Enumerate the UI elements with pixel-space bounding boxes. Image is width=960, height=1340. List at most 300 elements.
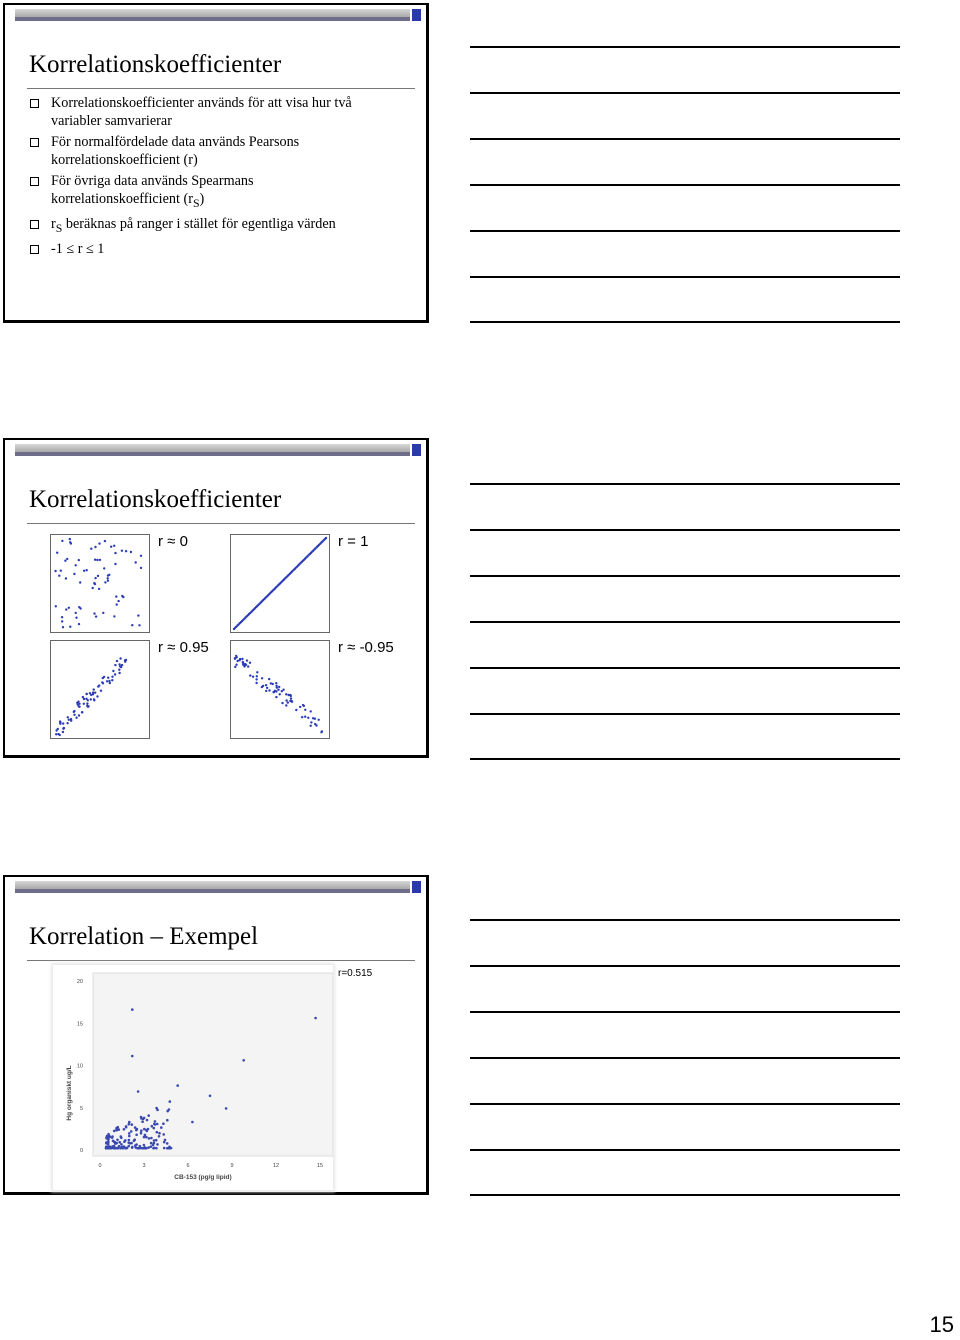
data-point (131, 1123, 134, 1126)
data-point (96, 559, 98, 561)
x-tick-label: 9 (230, 1163, 234, 1169)
data-point (158, 1135, 161, 1138)
data-point (104, 540, 106, 542)
data-point (290, 697, 292, 699)
data-point (93, 699, 95, 701)
data-point (114, 563, 116, 565)
example-chart-panel (53, 965, 333, 1190)
data-point (278, 686, 280, 688)
data-point (120, 1143, 123, 1146)
x-tick-label: 3 (142, 1163, 146, 1169)
data-point (225, 1107, 228, 1110)
data-point (138, 624, 140, 626)
data-point (147, 1146, 150, 1149)
data-point (270, 682, 272, 684)
data-point (304, 716, 306, 718)
data-point (135, 1129, 138, 1132)
data-point (155, 1147, 158, 1150)
data-point (124, 661, 126, 663)
x-tick-label: 15 (316, 1163, 324, 1169)
data-point (105, 1141, 108, 1144)
data-point (79, 581, 81, 583)
data-point (104, 581, 106, 583)
data-point (275, 682, 277, 684)
data-point (78, 714, 80, 716)
data-point (131, 1055, 134, 1058)
data-point (131, 1146, 134, 1149)
data-point (86, 705, 88, 707)
data-point (129, 1142, 132, 1145)
data-point (246, 659, 248, 661)
data-point (128, 1135, 131, 1138)
data-point (304, 709, 306, 711)
data-point (281, 702, 283, 704)
data-point (279, 693, 281, 695)
data-point (265, 684, 267, 686)
data-point (255, 678, 257, 680)
data-point (113, 615, 115, 617)
data-point (163, 1141, 166, 1144)
data-point (137, 614, 139, 616)
data-point (114, 664, 116, 666)
data-point (147, 1114, 150, 1117)
data-point (140, 1117, 143, 1120)
data-point (156, 1109, 159, 1112)
square-bullet-icon (30, 220, 39, 229)
data-point (249, 662, 251, 664)
data-point (169, 1100, 172, 1103)
data-point (86, 693, 88, 695)
x-tick-label: 0 (98, 1163, 102, 1169)
data-point (314, 1017, 317, 1020)
data-point (276, 686, 278, 688)
data-point (105, 1147, 108, 1150)
data-point (121, 550, 123, 552)
data-point (143, 1117, 146, 1120)
data-point (111, 1136, 114, 1139)
x-tick-label: 12 (272, 1163, 280, 1169)
data-point (111, 676, 113, 678)
data-point (114, 1141, 117, 1144)
title-divider (27, 88, 415, 89)
data-point (125, 1147, 128, 1150)
data-point (69, 626, 71, 628)
data-point (55, 605, 57, 607)
data-point (148, 1137, 151, 1140)
slide-header-bar (15, 881, 420, 894)
data-point (153, 1123, 156, 1126)
data-point (75, 617, 77, 619)
data-point (131, 1008, 134, 1011)
data-point (73, 573, 75, 575)
data-point (78, 623, 80, 625)
data-point (166, 1110, 169, 1113)
slide-header-bar (15, 444, 420, 457)
data-point (62, 731, 64, 733)
data-point (86, 702, 88, 704)
data-point (94, 577, 96, 579)
data-point (108, 574, 110, 576)
data-point (153, 1139, 156, 1142)
data-point (100, 690, 102, 692)
data-point (90, 698, 92, 700)
data-point (255, 682, 257, 684)
data-point (163, 1147, 166, 1150)
data-point (128, 1132, 131, 1135)
data-point (58, 575, 60, 577)
data-point (115, 595, 117, 597)
data-point (96, 695, 98, 697)
data-point (116, 660, 118, 662)
data-point (144, 1147, 147, 1150)
data-point (239, 658, 241, 660)
data-point (285, 704, 287, 706)
data-point (301, 716, 303, 718)
slide-3 (3, 875, 429, 1195)
scatter-plot-positive (50, 640, 150, 739)
data-point (115, 1127, 118, 1130)
data-point (287, 694, 289, 696)
data-point (156, 1131, 159, 1134)
data-point (176, 1084, 179, 1087)
data-point (93, 612, 95, 614)
bullet-item-3 (27, 173, 422, 212)
data-point (140, 1129, 143, 1132)
data-point (61, 620, 63, 622)
data-point (247, 665, 249, 667)
slide-title: Korrelationskoefficienter (29, 51, 282, 78)
slide-title: Korrelation – Exempel (29, 923, 259, 950)
data-point (75, 717, 77, 719)
data-point (145, 1136, 148, 1139)
data-point (66, 722, 68, 724)
data-point (303, 705, 305, 707)
x-axis-label: CB-153 (pg/g lipid) (174, 1174, 232, 1181)
data-point (87, 699, 89, 701)
data-point (73, 710, 75, 712)
data-point (209, 1095, 212, 1098)
bullet-text: $r_S$ beräknas på ranger i stället för egentliga värden (51, 215, 336, 235)
data-point (75, 612, 77, 614)
page-number: 15 (929, 1312, 954, 1337)
data-point (235, 664, 237, 666)
data-point (299, 706, 301, 708)
bullet-item-4 (27, 216, 422, 237)
data-point (152, 1147, 155, 1150)
data-point (103, 676, 105, 678)
data-point (310, 725, 312, 727)
data-point (281, 690, 283, 692)
plot-area (93, 973, 333, 1156)
data-point (64, 560, 66, 562)
data-point (135, 1143, 138, 1146)
slide-1 (3, 3, 429, 323)
data-point (134, 1126, 137, 1129)
data-point (166, 1119, 169, 1122)
data-point (156, 1123, 159, 1126)
data-point (125, 1125, 128, 1128)
slide-title: Korrelationskoefficienter (29, 486, 282, 513)
data-point (128, 1139, 131, 1142)
data-point (137, 1090, 140, 1093)
bullet-text: För övriga data används Spearmans korrelationskoefficient $(r_S)$ (51, 173, 254, 210)
bullet-text: Korrelationskoefficienter används för att visa hur två variabler samvarierar (51, 95, 352, 129)
data-point (89, 692, 91, 694)
data-point (118, 672, 120, 674)
data-point (116, 603, 118, 605)
data-point (318, 719, 320, 721)
data-point (138, 1147, 141, 1150)
data-point (234, 666, 236, 668)
data-point (131, 624, 133, 626)
data-point (63, 727, 65, 729)
data-point (154, 1120, 157, 1123)
data-point (285, 699, 287, 701)
data-point (135, 1134, 138, 1137)
data-point (312, 717, 314, 719)
data-point (109, 682, 111, 684)
square-bullet-icon (30, 245, 39, 254)
data-point (242, 663, 244, 665)
plot-label-positive: r ≈ 0.95 (158, 639, 209, 656)
title-divider (27, 960, 415, 961)
data-point (275, 696, 277, 698)
data-point (191, 1121, 194, 1124)
data-point (62, 626, 64, 628)
slide-2 (3, 438, 429, 758)
plot-label-random: r ≈ 0 (158, 533, 188, 550)
y-tick-label: 0 (79, 1148, 83, 1154)
data-point (101, 681, 103, 683)
data-point (55, 733, 57, 735)
data-point (252, 676, 254, 678)
data-point (106, 680, 108, 682)
data-point (98, 588, 100, 590)
data-point (111, 679, 113, 681)
data-point (94, 559, 96, 561)
data-point (109, 1146, 112, 1149)
data-point (121, 664, 123, 666)
data-point (102, 612, 104, 614)
data-point (113, 1130, 116, 1133)
y-tick-label: 15 (76, 1021, 83, 1028)
data-point (140, 567, 142, 569)
data-point (98, 684, 100, 686)
data-point (235, 655, 237, 657)
data-point (287, 701, 289, 703)
data-point (112, 670, 114, 672)
data-point (146, 1130, 149, 1133)
data-point (121, 595, 123, 597)
data-point (153, 1127, 156, 1130)
data-point (60, 570, 62, 572)
data-point (166, 1142, 169, 1145)
data-point (141, 1120, 144, 1123)
data-point (69, 538, 71, 540)
data-point (65, 608, 67, 610)
bullet-item-5 (27, 241, 422, 259)
bullet-item-1 (27, 95, 422, 130)
data-point (155, 1139, 158, 1142)
data-point (103, 567, 105, 569)
data-point (135, 561, 137, 563)
data-point (143, 1144, 146, 1147)
data-point (268, 678, 270, 680)
data-point (92, 693, 94, 695)
scatter-plot-perfect (230, 534, 330, 633)
data-point (162, 1122, 165, 1125)
data-point (116, 1139, 119, 1142)
data-point (150, 1137, 153, 1140)
data-point (291, 701, 293, 703)
data-point (65, 577, 67, 579)
plot-label-negative: r ≈ -0.95 (338, 639, 394, 656)
data-point (134, 1146, 137, 1149)
data-point (90, 548, 92, 550)
data-point (68, 719, 70, 721)
data-point (82, 696, 84, 698)
scatter-plot-negative (230, 640, 330, 739)
data-point (78, 559, 80, 561)
data-point (61, 616, 63, 618)
data-point (325, 537, 327, 539)
data-point (83, 570, 85, 572)
data-point (150, 1142, 153, 1145)
title-divider (27, 523, 415, 524)
data-point (124, 1139, 127, 1142)
data-point (295, 709, 297, 711)
data-point (261, 677, 263, 679)
plot-label-perfect: r = 1 (338, 533, 369, 550)
data-point (83, 703, 85, 705)
data-point (236, 660, 238, 662)
y-tick-label: 5 (79, 1105, 83, 1112)
data-point (234, 657, 236, 659)
data-point (86, 569, 88, 571)
bullet-item-2 (27, 134, 422, 169)
bullet-text: För normalfördelade data används Pearsons korrelationskoefficient (r) (51, 134, 300, 168)
data-point (93, 688, 95, 690)
data-point (114, 1147, 117, 1150)
data-point (59, 721, 61, 723)
slide-header-bar (15, 9, 420, 22)
square-bullet-icon (30, 177, 39, 186)
correlation-annotation: r=0.515 (338, 968, 373, 979)
scatter-plot-random (50, 534, 150, 633)
data-point (120, 1137, 123, 1140)
data-point (67, 716, 69, 718)
data-point (118, 1141, 121, 1144)
data-point (68, 607, 70, 609)
data-point (130, 551, 132, 553)
data-point (256, 675, 258, 677)
data-point (140, 555, 142, 557)
data-point (99, 559, 101, 561)
data-point (156, 1143, 159, 1146)
data-point (114, 552, 116, 554)
data-point (125, 550, 127, 552)
data-point (62, 722, 64, 724)
data-point (285, 693, 287, 695)
data-point (249, 674, 251, 676)
data-point (93, 582, 95, 584)
data-point (241, 658, 243, 660)
data-point (107, 577, 109, 579)
data-point (61, 540, 63, 542)
data-point (107, 580, 109, 582)
data-point (114, 673, 116, 675)
data-point (315, 724, 317, 726)
data-point (151, 1125, 154, 1128)
data-point (77, 701, 79, 703)
data-point (160, 1126, 163, 1129)
data-point (310, 721, 312, 723)
data-point (78, 606, 80, 608)
data-point (256, 671, 258, 673)
data-point (121, 1146, 124, 1149)
data-point (81, 711, 83, 713)
data-point (54, 570, 56, 572)
y-axis-label: Hg organiskt ug/L (66, 1065, 73, 1121)
data-point (128, 1145, 131, 1148)
y-tick-label: 20 (76, 979, 83, 985)
data-point (113, 545, 115, 547)
square-bullet-icon (30, 138, 39, 147)
data-point (56, 552, 58, 554)
bullet-text: -1 ≤ r ≤ 1 (51, 241, 105, 258)
data-point (321, 730, 323, 732)
data-point (117, 600, 119, 602)
x-tick-label: 6 (186, 1163, 190, 1169)
data-point (70, 718, 72, 720)
data-point (133, 1139, 136, 1142)
data-point (69, 541, 71, 543)
data-point (75, 564, 77, 566)
data-point (143, 1136, 146, 1139)
data-point (242, 1059, 245, 1062)
data-point (162, 1133, 165, 1136)
bullet-list (27, 95, 422, 263)
data-point (140, 1132, 143, 1135)
data-point (94, 546, 96, 548)
data-point (111, 1145, 114, 1148)
data-point (73, 714, 75, 716)
data-point (66, 558, 68, 560)
data-point (118, 669, 120, 671)
data-point (272, 691, 274, 693)
data-point (265, 690, 267, 692)
data-point (94, 692, 96, 694)
data-point (262, 685, 264, 687)
data-point (158, 1132, 161, 1135)
data-point (78, 705, 80, 707)
data-point (146, 1119, 149, 1122)
square-bullet-icon (30, 99, 39, 108)
data-point (152, 1144, 155, 1147)
example-scatter-chart (53, 965, 333, 1190)
data-point (123, 1128, 126, 1131)
data-point (92, 587, 94, 589)
data-point (143, 1128, 146, 1131)
data-point (110, 546, 112, 548)
data-point (310, 710, 312, 712)
data-point (277, 689, 279, 691)
data-point (128, 1121, 131, 1124)
data-point (107, 677, 109, 679)
data-point (107, 1133, 110, 1136)
data-point (268, 689, 270, 691)
data-point (98, 542, 100, 544)
